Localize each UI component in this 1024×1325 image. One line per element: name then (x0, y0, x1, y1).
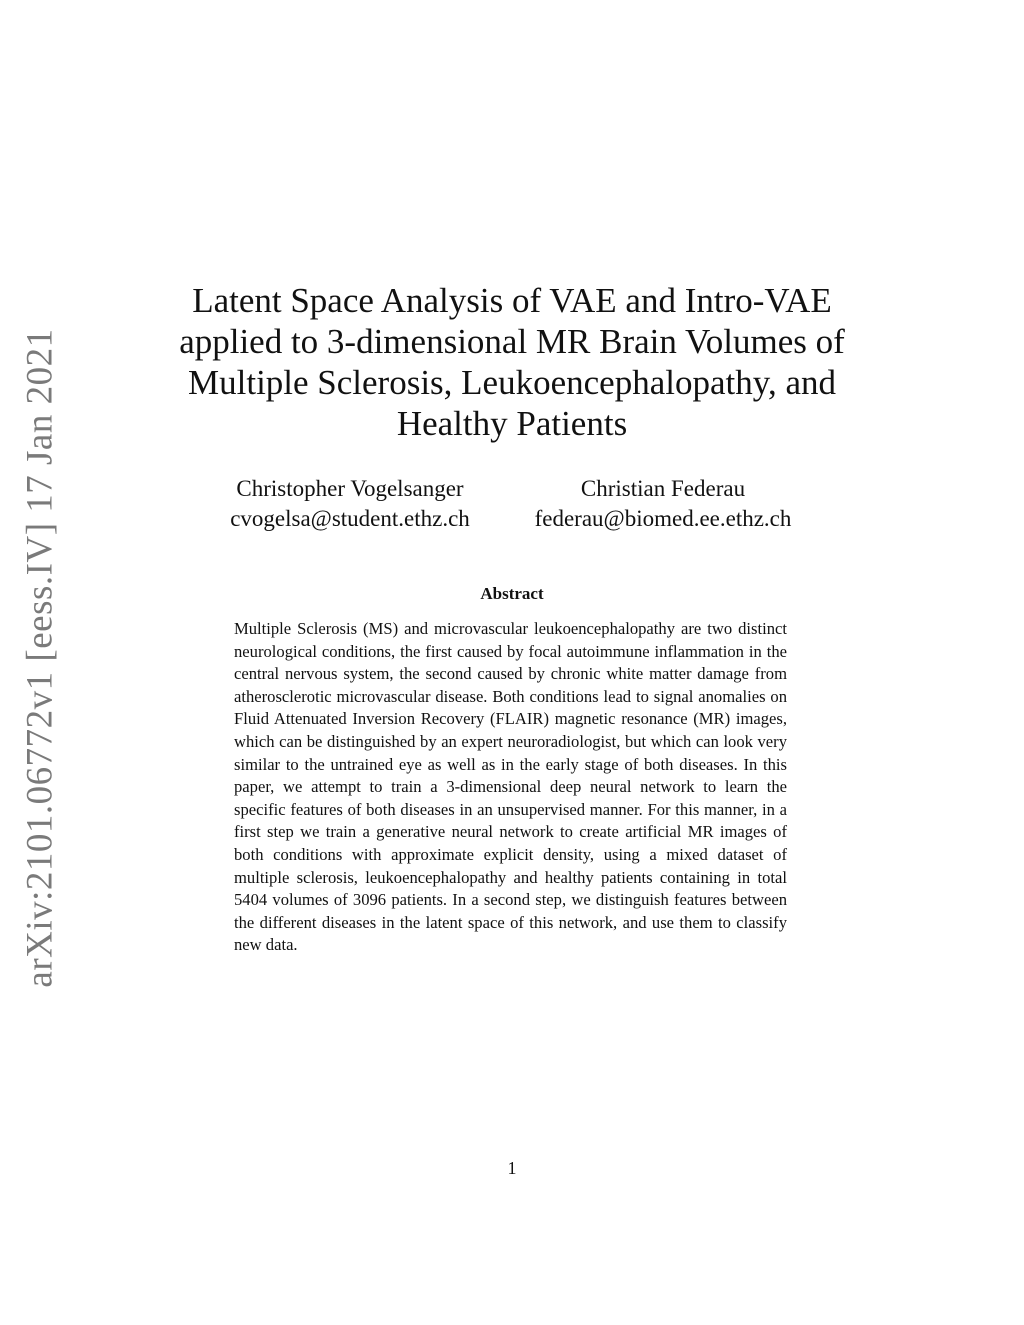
author-1 (190, 474, 510, 534)
author-1-name: Christopher Vogelsanger (236, 476, 464, 501)
author-1-email: cvogelsa@student.ethz.ch (230, 506, 470, 531)
author-2-email: federau@biomed.ee.ethz.ch (534, 506, 792, 531)
arxiv-identifier: arXiv:2101.06772v1 [eess.IV] 17 Jan 2021 (19, 328, 61, 988)
author-2-name: Christian Federau (580, 476, 746, 501)
author-2 (512, 474, 814, 534)
page-number: 1 (507, 1158, 517, 1178)
abstract-body: Multiple Sclerosis (MS) and microvascular leukoencephalopathy are two distinct neurological conditions, the first caused by focal autoimmune inflammation in the central nervous system, the second caused by chronic white matter damage from atherosclerotic microvascular disease. Both conditions lead to signal anomalies on Fluid Attenuated Inversion Recovery (FLAIR) magnetic resonance (MR) images, which can be distinguished by an expert neuroradiologist, but which can look very similar to the untrained eye as well as in the early stage of both diseases. In this paper, we attempt to train a 3-dimensional deep neural network to learn the specific features of both diseases in an unsupervised manner. For this manner, in a first step we train a generative neural network to create artificial MR images of both conditions with approximate explicit density, using a mixed dataset of multiple sclerosis, leukoencephalopathy and healthy patients containing in total 5404 volumes of 3096 patients. In a second step, we distinguish features between the different diseases in the latent space of this network, and use them to classify new data. (234, 619, 787, 955)
paper-title: Latent Space Analysis of VAE and Intro-VAE applied to 3-dimensional MR Brain Volumes of Multiple Sclerosis, Leukoencephalopathy, and Healthy Patients (179, 281, 845, 443)
abstract-heading: Abstract (480, 584, 544, 603)
